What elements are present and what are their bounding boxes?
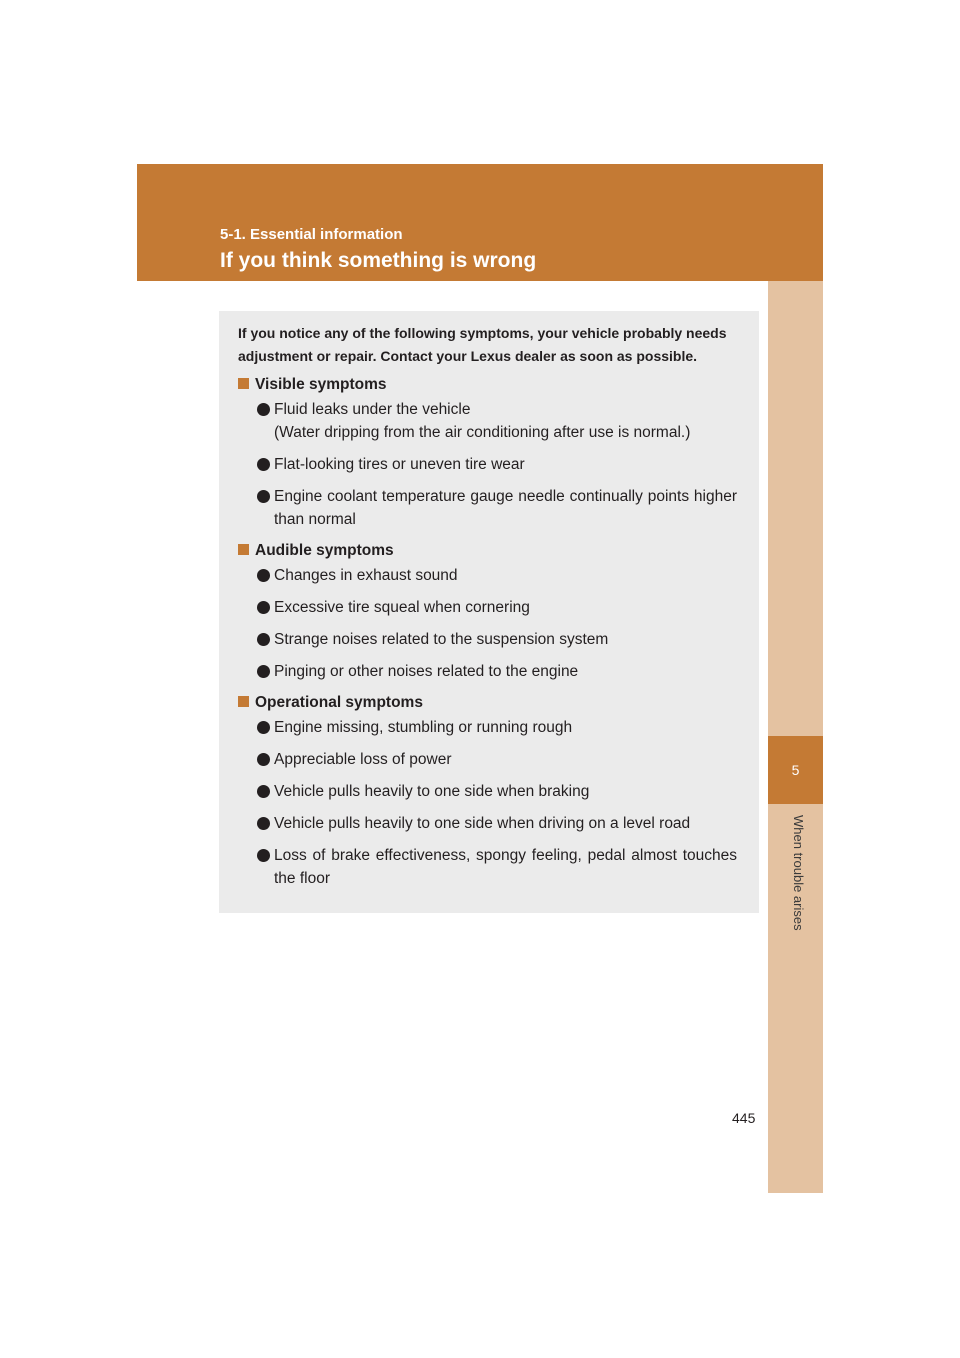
list-item	[238, 398, 737, 444]
page-title: If you think something is wrong	[220, 249, 537, 272]
list-item	[238, 716, 737, 739]
list-item	[238, 780, 737, 803]
list-item	[238, 748, 737, 771]
list-item	[238, 453, 737, 476]
item-text: Strange noises related to the suspension system	[274, 631, 609, 648]
square-bullet-icon	[238, 544, 249, 555]
page-number: 445	[732, 1110, 756, 1126]
item-text: Vehicle pulls heavily to one side when driving on a level road	[274, 815, 691, 832]
section-label: 5-1. Essential information	[220, 226, 403, 243]
round-bullet-icon	[257, 403, 270, 416]
item-note: (Water dripping from the air conditioning after use is normal.)	[274, 424, 691, 441]
round-bullet-icon	[257, 601, 270, 614]
item-text: Engine missing, stumbling or running rough	[274, 719, 573, 736]
round-bullet-icon	[257, 490, 270, 503]
list-item	[238, 812, 737, 835]
item-text: Fluid leaks under the vehicle	[274, 401, 471, 418]
symptom-list	[238, 716, 737, 890]
item-text: Pinging or other noises related to the engine	[274, 663, 579, 680]
item-text: Appreciable loss of power	[274, 751, 452, 768]
audible-symptoms-group	[238, 540, 737, 683]
round-bullet-icon	[257, 753, 270, 766]
group-heading-label: Operational symptoms	[255, 694, 423, 711]
round-bullet-icon	[257, 785, 270, 798]
intro-text: If you notice any of the following symptoms, your vehicle probably needs adjustment or repair. Contact your Lexus dealer as soon as possible.	[238, 325, 727, 364]
round-bullet-icon	[257, 721, 270, 734]
symptom-list	[238, 398, 737, 531]
round-bullet-icon	[257, 665, 270, 678]
group-heading	[238, 692, 737, 714]
round-bullet-icon	[257, 849, 270, 862]
list-item	[238, 596, 737, 619]
list-item	[238, 660, 737, 683]
round-bullet-icon	[257, 633, 270, 646]
item-text: Loss of brake effectiveness, spongy feeling, pedal almost touches the floor	[274, 847, 737, 887]
item-text: Engine coolant temperature gauge needle continually points higher than normal	[274, 488, 737, 528]
list-item	[238, 485, 737, 531]
group-heading	[238, 374, 737, 396]
symptoms-box	[219, 311, 759, 913]
visible-symptoms-group	[238, 374, 737, 531]
list-item	[238, 628, 737, 651]
round-bullet-icon	[257, 458, 270, 471]
operational-symptoms-group	[238, 692, 737, 890]
list-item	[238, 564, 737, 587]
round-bullet-icon	[257, 569, 270, 582]
item-text: Changes in exhaust sound	[274, 567, 458, 584]
item-text: Vehicle pulls heavily to one side when braking	[274, 783, 590, 800]
list-item	[238, 844, 737, 890]
item-text: Excessive tire squeal when cornering	[274, 599, 530, 616]
round-bullet-icon	[257, 817, 270, 830]
group-heading	[238, 540, 737, 562]
group-heading-label: Audible symptoms	[255, 542, 394, 559]
symptom-list	[238, 564, 737, 683]
chapter-tab[interactable]: 5	[768, 736, 823, 804]
square-bullet-icon	[238, 696, 249, 707]
group-heading-label: Visible symptoms	[255, 376, 387, 393]
square-bullet-icon	[238, 378, 249, 389]
item-text: Flat-looking tires or uneven tire wear	[274, 456, 525, 473]
chapter-label: When trouble arises	[791, 815, 806, 931]
